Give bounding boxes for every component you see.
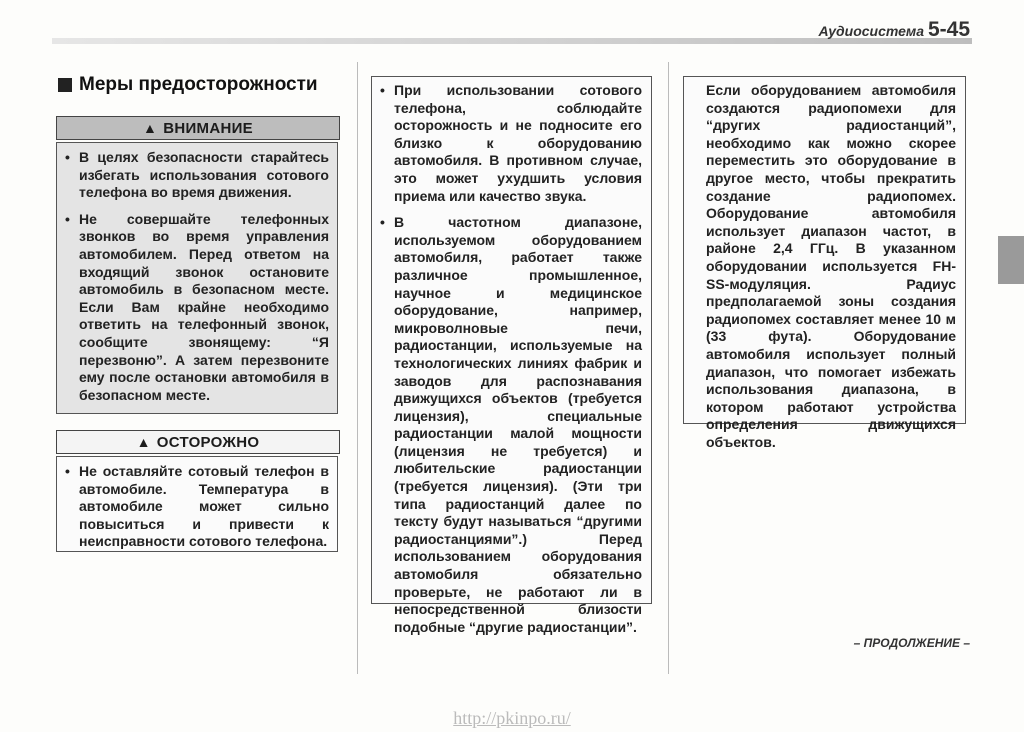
chapter-thumb-tab	[998, 236, 1024, 284]
warning-box	[56, 142, 338, 414]
caution-label: ОСТОРОЖНО	[156, 433, 260, 451]
list-item	[378, 82, 642, 205]
bullet-icon: •	[65, 210, 70, 227]
list-item-text: При использовании сотового телефона, соблюдайте осторожность и не подносите его близко к оборудованию автомобиля. В противном случае, это может ухудшить условия приема или качество звука.	[394, 82, 642, 204]
footer-watermark-url[interactable]: http://pkinpo.ru/	[453, 708, 571, 728]
list-item	[63, 149, 329, 202]
info-box-right	[683, 76, 966, 450]
section-title	[58, 74, 318, 96]
square-bullet-icon	[58, 78, 72, 92]
bullet-icon: •	[65, 149, 70, 165]
list-item	[63, 463, 329, 551]
list-item-text: Не оставляйте сотовый телефон в автомобиле. Температура в автомобиле может сильно повыситься и привести к неисправности сотового телефона.	[79, 463, 329, 550]
list-item-text: В частотном диапазоне, используемом оборудованием автомобиля, работает также различное промышленное, научное и медицинское оборудование, например, микроволновые печи, радиостанции, используемые на технологических линиях фабрик и заводов для распознавания движущихся объектов (требуется лицензия), специальные радиостанции малой мощности (лицензия не требуется) и любительские радиостанции (требуется лицензия). (Эти три типа радиостанций далее по тексту будут называться “другими радиостанциями”.) Перед использованием оборудования автомобиля обязательно проверьте, не работают ли в непосредственной близости подобные “другие радиостанции”.	[394, 214, 642, 635]
paragraph: Если оборудованием автомобиля создаются радиопомехи для “других радиостанций”, необходимо как можно скорее переместить это оборудование в другое место, чтобы прекратить создание радиопомех. Оборудование автомобиля использует диапазон частот, в районе 2,4 ГГц. В указанном оборудовании используется FH-SS-модуляция. Радиус предполагаемой зоны создания радиопомех составляет менее 10 м (33 фута). Оборудование автомобиля использует полный диапазон, что помогает избежать использования диапазона, в котором работают устройства определения движущихся объектов.	[706, 82, 956, 450]
bullet-icon: •	[65, 463, 70, 479]
column-divider-left	[357, 62, 358, 674]
list-item	[378, 214, 642, 636]
warning-label: ВНИМАНИЕ	[163, 119, 253, 137]
warning-triangle-icon: ▲	[136, 434, 151, 450]
caution-box	[56, 456, 338, 552]
list-item	[63, 211, 329, 405]
warning-label-bar	[56, 116, 340, 140]
bullet-icon: •	[380, 214, 385, 231]
info-box-middle	[371, 76, 652, 635]
running-header	[818, 18, 970, 42]
header-section-name: Аудиосистема	[818, 23, 925, 39]
column-divider-right	[668, 62, 669, 674]
list-item-text: В целях безопасности старайтесь избегать использования сотового телефона во время движения.	[79, 149, 329, 201]
list-item-text: Не совершайте телефонных звонков во время управления автомобилем. Перед ответом на входящий звонок остановите автомобиль в безопасном месте. Если Вам крайне необходимо ответить на телефонный звонок, сообщите звонящему: “Я перезвоню”. А затем перезвоните ему после остановки автомобиля в безопасном месте.	[79, 210, 329, 403]
caution-label-bar	[56, 430, 340, 454]
section-title-text: Меры предосторожности	[79, 74, 318, 95]
bullet-icon: •	[380, 82, 385, 98]
page-number: 5-45	[927, 18, 970, 41]
warning-triangle-icon: ▲	[143, 120, 158, 136]
continued-marker: – ПРОДОЛЖЕНИЕ –	[853, 636, 970, 650]
